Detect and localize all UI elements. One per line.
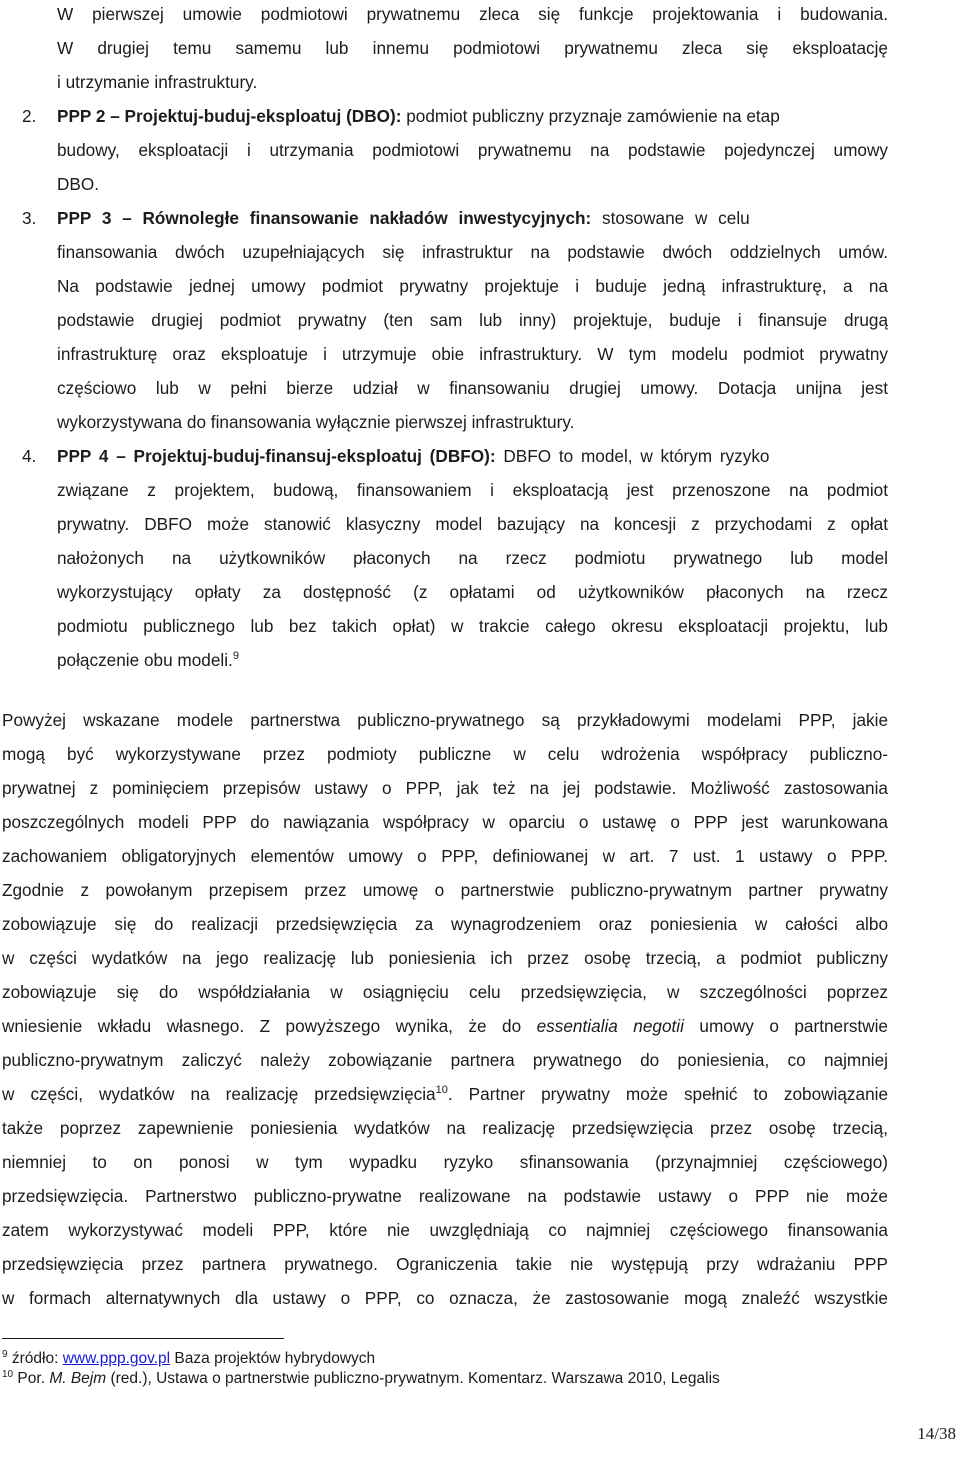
- footnote-ref[interactable]: 9: [232, 650, 239, 662]
- text-span: podmiot publiczny przyznaje zamówienie na etap: [401, 106, 780, 126]
- list-item-first-line: [57, 201, 888, 235]
- text-line: publiczno-prywatnym zaliczyć należy zobowiązanie partnera prywatnego do poniesienia, co najmniej: [2, 1050, 888, 1070]
- text-line: podstawie drugiej podmiot prywatny (ten sam lub inny) projektuje, buduje i finansuje drugą: [57, 310, 888, 330]
- footnote-9: [2, 1348, 375, 1370]
- text-line: Na podstawie jednej umowy podmiot prywatny projektuje i buduje jedną infrastrukturę, a na: [57, 276, 888, 296]
- footnote-ref[interactable]: 10: [435, 1084, 448, 1096]
- text-span: połączenie obu modeli.: [57, 650, 233, 670]
- text-line: Powyżej wskazane modele partnerstwa publiczno-prywatnego są przykładowymi modelami PPP, jakie: [2, 710, 888, 730]
- text-span: w części, wydatków na realizację przedsięwzięcia: [2, 1084, 436, 1104]
- text-line: w formach alternatywnych dla ustawy o PPP, co oznacza, że zastosowanie mogą znaleźć wszystkie: [2, 1288, 888, 1308]
- text-span: (red.), Ustawa o partnerstwie publiczno-prywatnym. Komentarz. Warszawa 2010, Legalis: [106, 1370, 720, 1387]
- page-number: 14/38: [917, 1424, 956, 1443]
- italic-term: essentialia negotii: [536, 1016, 684, 1036]
- text-line: budowy, eksploatacji i utrzymania podmiotowi prywatnemu na podstawie pojedynczej umowy: [57, 140, 888, 160]
- text-line: nałożonych na użytkowników płaconych na rzecz podmiotu prywatnego lub model: [57, 548, 888, 568]
- italic-author: M. Bejm: [49, 1370, 107, 1387]
- text-span: źródło:: [7, 1350, 63, 1367]
- text-line: infrastrukturę oraz eksploatuje i utrzymuje obie infrastruktury. W tym modelu podmiot prywatny: [57, 344, 888, 364]
- text-line: mogą być wykorzystywane przez podmioty publiczne w celu wdrożenia współpracy publiczno-: [2, 744, 888, 764]
- text-line: przedsięwzięcia przez partnera prywatnego. Ograniczenia takie nie występują przy wdrażaniu PPP: [2, 1254, 888, 1274]
- text-span: stosowane w celu: [591, 208, 750, 228]
- text-line: związane z projektem, budową, finansowaniem i eksploatacją jest przenoszone na podmiot: [57, 480, 888, 500]
- list-number: 4.: [22, 446, 37, 466]
- text-line: zachowaniem obligatoryjnych elementów umowy o PPP, definiowanej w art. 7 ust. 1 ustawy o PPP.: [2, 846, 888, 866]
- text-line: także poprzez zapewnienie poniesienia wydatków na realizację przedsięwzięcia przez osobę trzecią,: [2, 1118, 888, 1138]
- text-line: zatem wykorzystywać modeli PPP, które nie uwzględniają co najmniej częściowego finansowania: [2, 1220, 888, 1240]
- text-span: Baza projektów hybrydowych: [170, 1350, 376, 1367]
- text-line: W pierwszej umowie podmiotowi prywatnemu zleca się funkcje projektowania i budowania.: [57, 4, 888, 24]
- text-line: prywatny. DBFO może stanowić klasyczny model bazujący na koncesji z przychodami z opłat: [57, 514, 888, 534]
- list-item-title: PPP 4 – Projektuj-buduj-finansuj-eksploatuj (DBFO):: [57, 446, 496, 466]
- text-line: w części wydatków na jego realizację lub poniesienia ich przez osobę trzecią, a podmiot publiczny: [2, 948, 888, 968]
- text-line: częściowo lub w pełni bierze udział w finansowaniu drugiej umowy. Dotacja unijna jest: [57, 378, 888, 398]
- footnote-number: 10: [2, 1369, 14, 1380]
- text-line: [2, 1009, 888, 1043]
- text-line: [2, 1077, 888, 1111]
- list-item-first-line: [57, 439, 888, 473]
- text-span: umowy o partnerstwie: [683, 1016, 888, 1036]
- list-number: 2.: [22, 106, 37, 126]
- text-line: [57, 643, 239, 677]
- text-line: DBO.: [57, 174, 100, 194]
- text-line: prywatnej z pominięciem przepisów ustawy o PPP, jak też na jej podstawie. Możliwość zastosowania: [2, 778, 888, 798]
- list-number: 3.: [22, 208, 37, 228]
- text-line: finansowania dwóch uzupełniających się infrastruktur na podstawie dwóch oddzielnych umów.: [57, 242, 888, 262]
- footnote-link[interactable]: www.ppp.gov.pl: [62, 1350, 171, 1367]
- text-line: zobowiązuje się do realizacji przedsięwzięcia za wynagrodzeniem oraz poniesienia w całości albo: [2, 914, 888, 934]
- footnote-10: [2, 1368, 720, 1390]
- text-line: W drugiej temu samemu lub innemu podmiotowi prywatnemu zleca się eksploatację: [57, 38, 888, 58]
- text-line: podmiotu publicznego lub bez takich opłat) w trakcie całego okresu eksploatacji projektu, lub: [57, 616, 888, 636]
- text-span: wniesienie wkładu własnego. Z powyższego wynika, że do: [2, 1016, 537, 1036]
- text-line: niemniej to on ponosi w tym wypadku ryzyko sfinansowania (przynajmniej częściowego): [2, 1152, 888, 1172]
- text-line: zobowiązuje się do współdziałania w osiągnięciu celu przedsięwzięcia, w szczególności poprzez: [2, 982, 888, 1002]
- text-span: DBFO to model, w którym ryzyko: [495, 446, 770, 466]
- text-line: wykorzystywana do finansowania wyłącznie pierwszej infrastruktury.: [57, 412, 575, 432]
- text-line: i utrzymanie infrastruktury.: [57, 72, 258, 92]
- list-item-first-line: [57, 99, 888, 133]
- list-item-title: PPP 2 – Projektuj-buduj-eksploatuj (DBO):: [57, 106, 402, 126]
- footnote-separator: [2, 1338, 284, 1339]
- text-line: poszczególnych modeli PPP do nawiązania współpracy w oparciu o ustawę o PPP jest warunkowana: [2, 812, 888, 832]
- text-line: Zgodnie z powołanym przepisem przez umowę o partnerstwie publiczno-prywatnym partner prywatny: [2, 880, 888, 900]
- text-span: Por.: [13, 1370, 50, 1387]
- text-line: wykorzystujący opłaty za dostępność (z opłatami od użytkowników płaconych na rzecz: [57, 582, 888, 602]
- footnote-number: 9: [2, 1349, 8, 1360]
- text-span: . Partner prywatny może spełnić to zobowiązanie: [447, 1084, 889, 1104]
- text-line: przedsięwzięcia. Partnerstwo publiczno-prywatne realizowane na podstawie ustawy o PPP nie może: [2, 1186, 888, 1206]
- list-item-title: PPP 3 – Równoległe finansowanie nakładów inwestycyjnych:: [57, 208, 592, 228]
